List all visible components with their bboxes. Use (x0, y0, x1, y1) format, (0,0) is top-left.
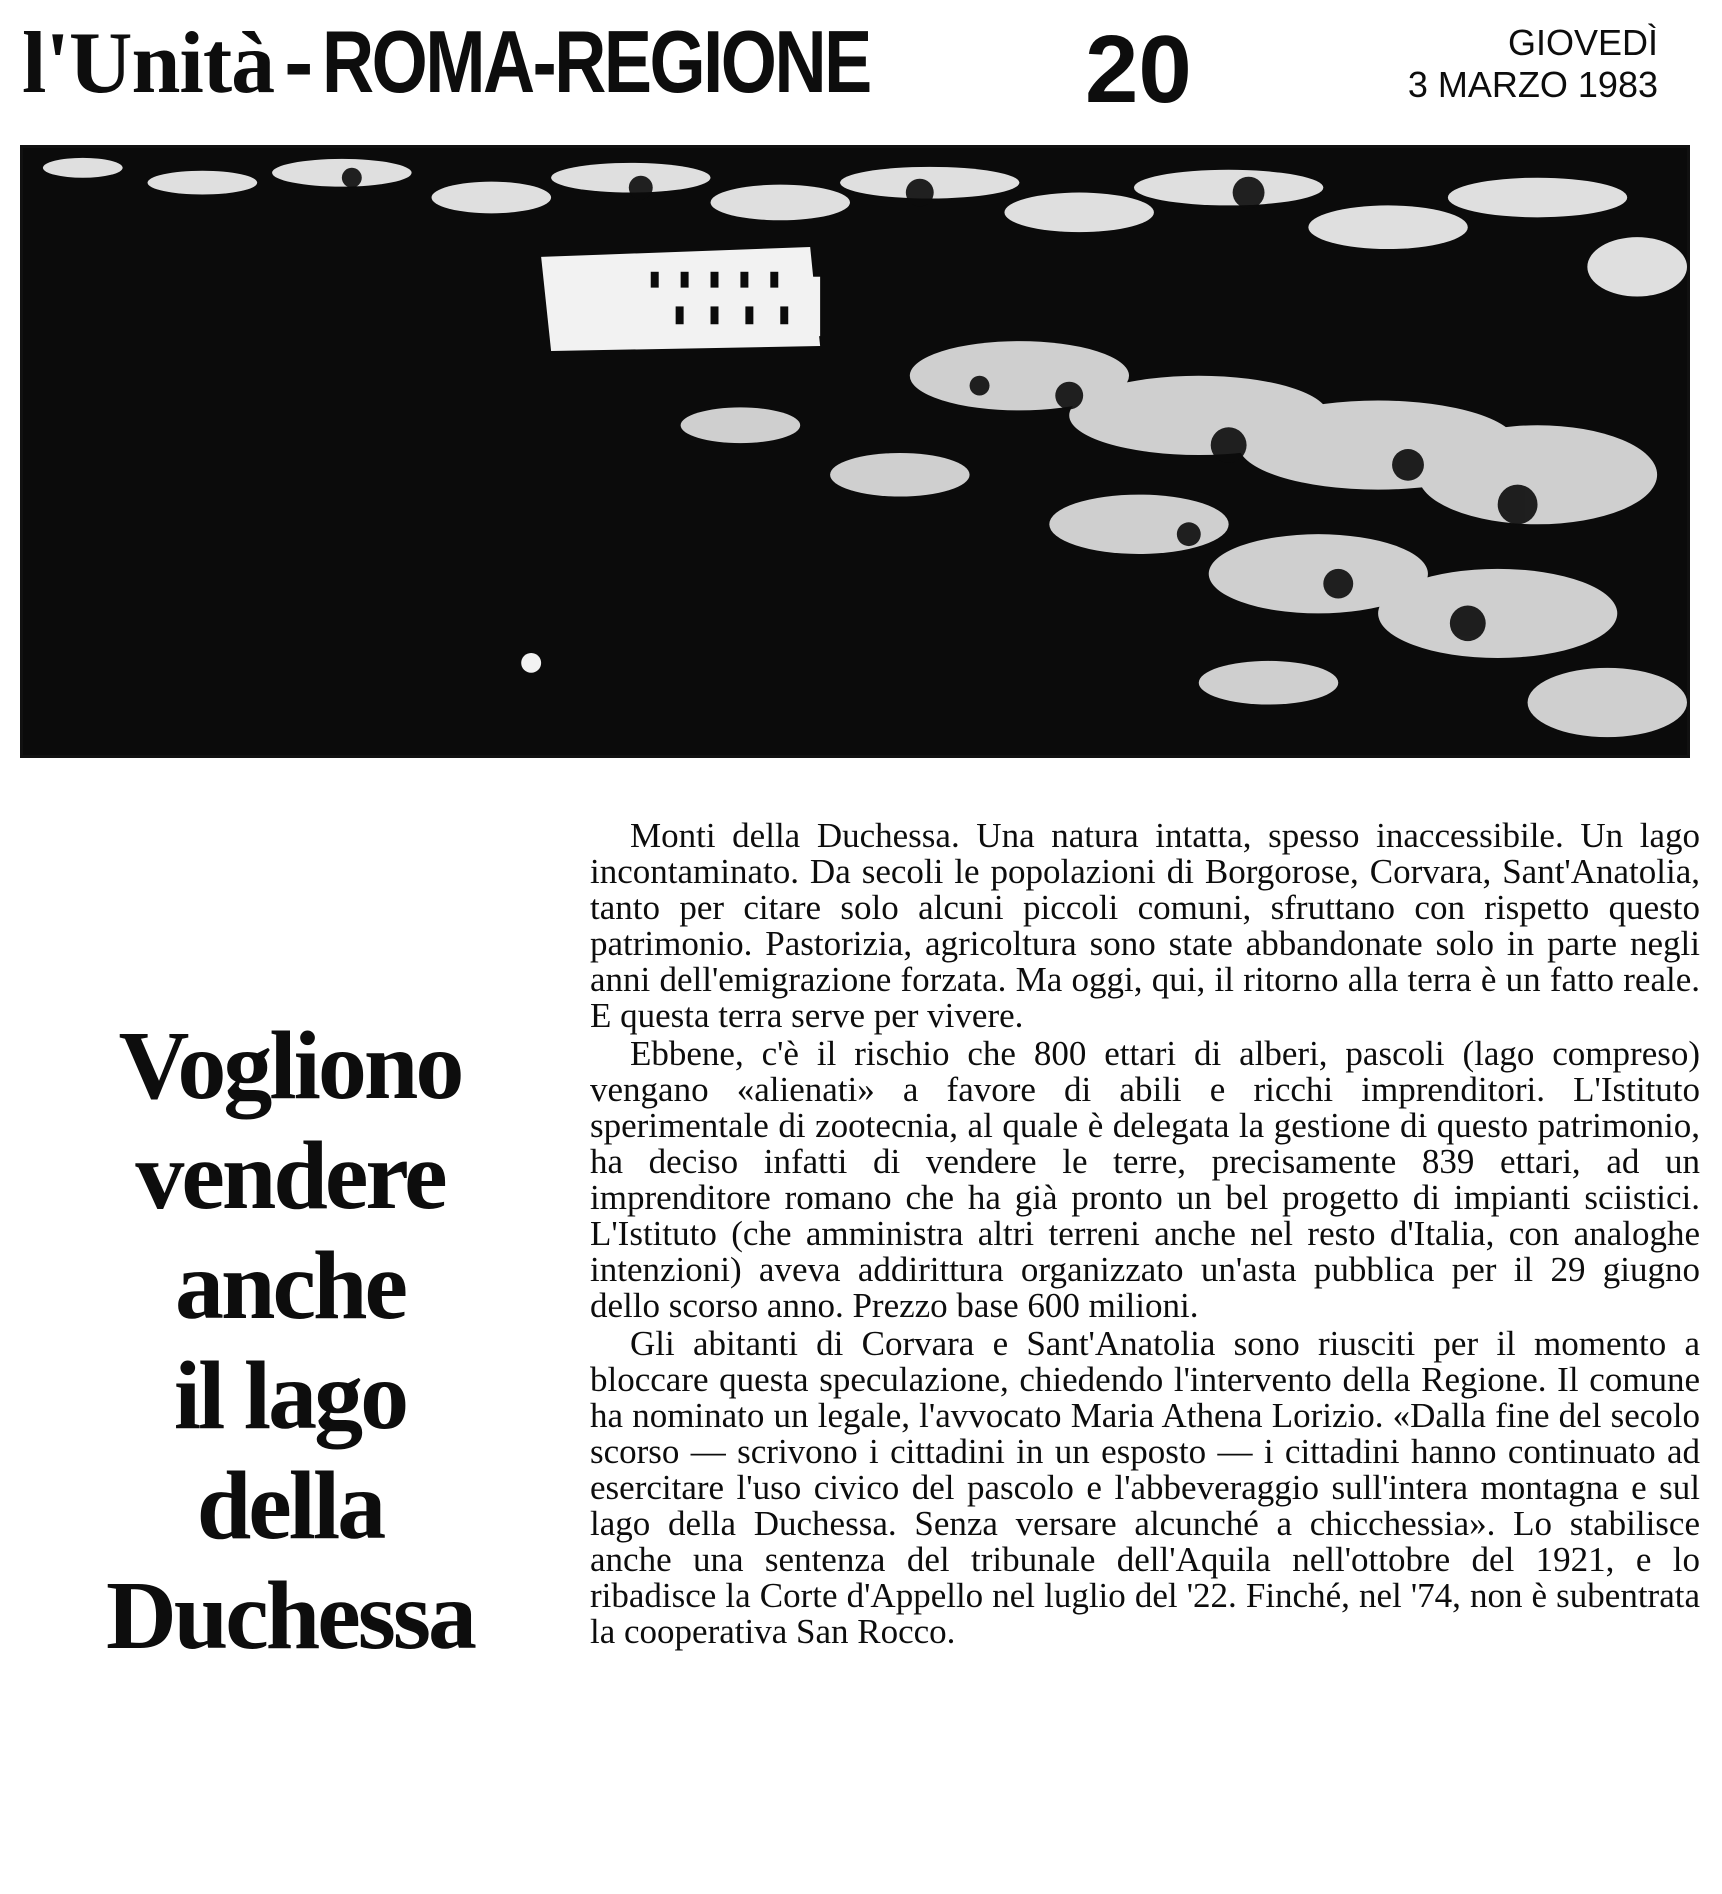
headline-line: Duchessa (105, 1561, 475, 1670)
headline-line: vendere (135, 1121, 445, 1230)
headline-line: Vogliono (118, 1011, 462, 1120)
masthead-title (22, 12, 990, 112)
headline (40, 1011, 540, 1671)
page-number: 20 (1085, 16, 1192, 123)
weekday: GIOVEDÌ (1507, 22, 1658, 63)
landscape-photo (20, 145, 1690, 758)
villa-building (541, 247, 820, 351)
article-paragraph: Ebbene, c'è il rischio che 800 ettari di alberi, pascoli (lago compreso) vengano «alienati» a favore di abili e ricchi imprenditori. L'Istituto sperimentale di zootecnia, al quale è delegata la gestione di questo patrimonio, ha deciso infatti di vendere le terre, precisamente 839 ettari, ad un imprenditore romano che ha già pronto un bel progetto di impianti sciistici. L'Istituto (che amministra altri terreni anche nel resto d'Italia, con analoghe intenzioni) aveva addirittura organizzato un'asta pubblica per il 29 giugno dello scorso anno. Prezzo base 600 milioni. (590, 1034, 1700, 1325)
newspaper-name: l'Unità (22, 15, 275, 112)
masthead-separator: - (284, 12, 313, 111)
headline-line: il lago (173, 1341, 407, 1450)
issue-date: 3 MARZO 1983 (1407, 64, 1658, 105)
headline-line: anche (175, 1231, 405, 1340)
article-paragraph: Gli abitanti di Corvara e Sant'Anatolia sono riusciti per il momento a bloccare questa speculazione, chiedendo l'intervento della Regione. Il comune ha nominato un legale, l'avvocato Maria Athena Lorizio. «Dalla fine del secolo scorso — scrivono i cittadini in un esposto — i cittadini hanno continuato ad esercitare l'uso civico del pascolo e l'abbeveraggio sull'intera montagna e sul lago della Duchessa. Senza versare alcunché a chicchessia». Lo stabilisce anche una sentenza del tribunale dell'Aquila nell'ottobre del 1921, e lo ribadisce la Corte d'Appello nel luglio del '22. Finché, nel '74, non è subentrata la cooperativa San Rocco. (590, 1324, 1700, 1651)
article-paragraph: Monti della Duchessa. Una natura intatta, spesso inaccessibile. Un lago incontaminato. Da secoli le popolazioni di Borgorose, Corvara, Sant'Anatolia, tanto per citare solo alcuni piccoli comuni, sfruttano con rispetto questo patrimonio. Pastorizia, agricoltura sono state abbandonate solo in parte negli anni dell'emigrazione forzata. Ma oggi, qui, il ritorno alla terra è un fatto reale. E questa terra serve per vivere. (590, 816, 1700, 1035)
masthead (0, 0, 1722, 140)
dateline (1408, 22, 1658, 106)
section-name: ROMA-REGIONE (322, 12, 871, 111)
article-body (590, 818, 1700, 1652)
headline-line: della (196, 1451, 384, 1560)
landscape-photo-icon (23, 148, 1687, 755)
